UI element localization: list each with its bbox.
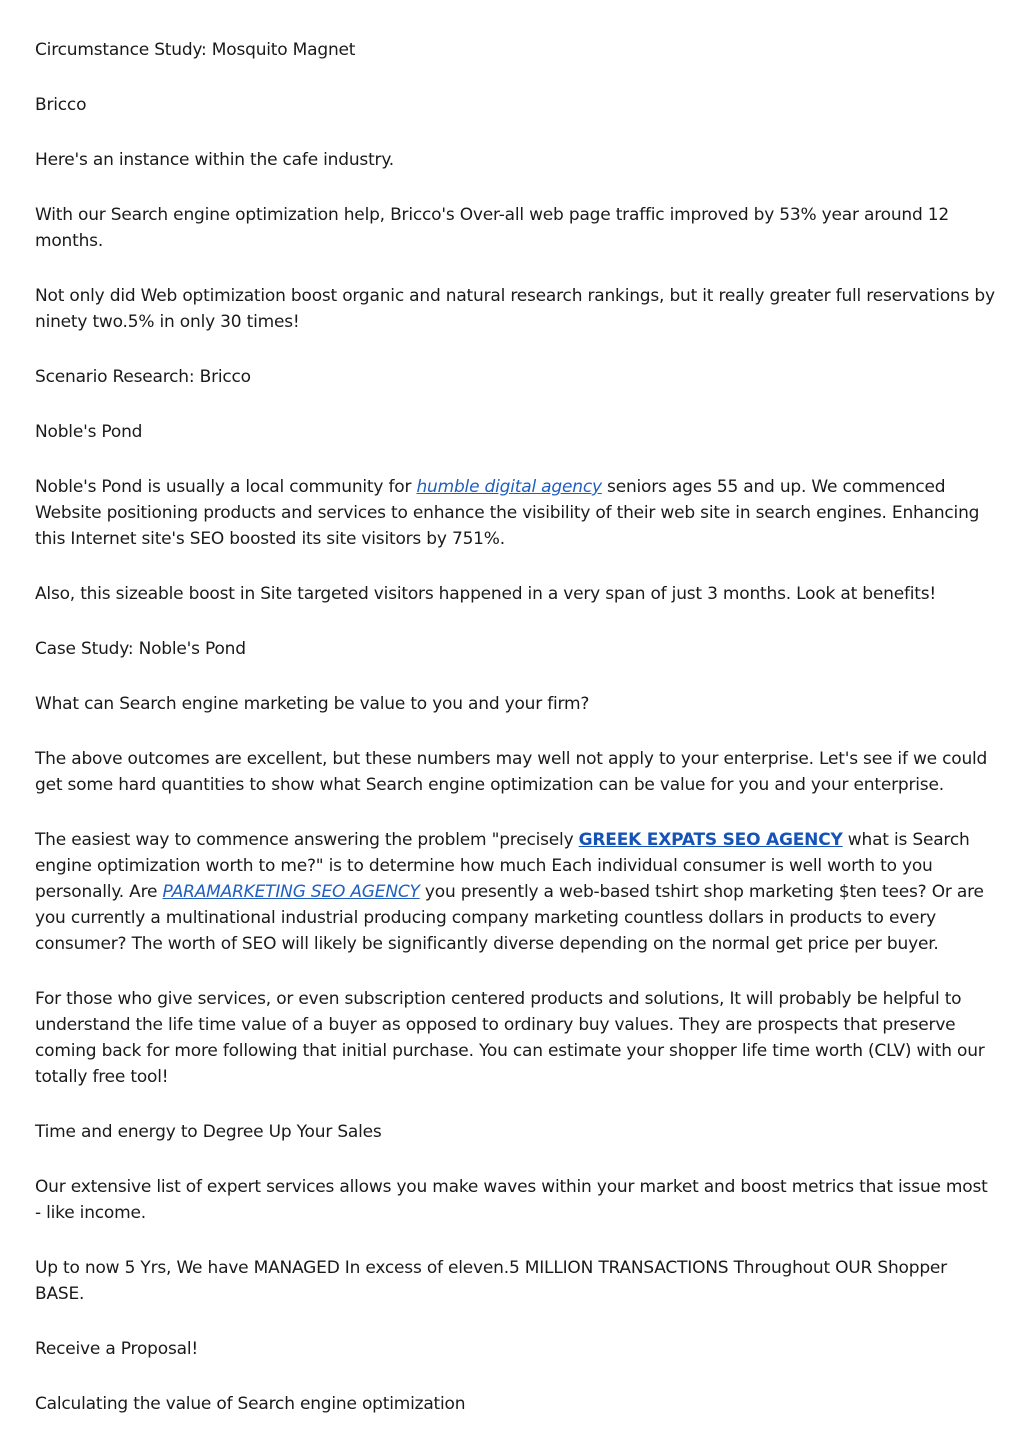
paragraph-17: Up to now 5 Yrs, We have MANAGED In excess of eleven.5 MILLION TRANSACTIONS Throughout OUR Shopper BASE. bbox=[35, 1258, 947, 1304]
paragraph-13-text-2: what is Search engine optimization worth to me?" is to determine how much Each individual consumer is well worth to you personally. Are bbox=[35, 830, 970, 902]
paragraph-10: Case Study: Noble's Pond bbox=[35, 639, 246, 659]
paragraph-13-text-3: you presently a web-based tshirt shop marketing $ten tees? Or are you currently a multinational industrial producing company marketing countless dollars in products to every consumer? The worth of SEO will likely be significantly diverse depending on the normal get price per buyer. bbox=[35, 882, 984, 954]
paragraph-15: Time and energy to Degree Up Your Sales bbox=[35, 1122, 382, 1142]
paragraph-13 bbox=[35, 827, 995, 957]
paramarketing-seo-agency-link[interactable]: PARAMARKETING SEO AGENCY bbox=[162, 882, 420, 902]
paragraph-11: What can Search engine marketing be value to you and your firm? bbox=[35, 694, 590, 714]
paragraph-3: Here's an instance within the cafe industry. bbox=[35, 150, 394, 170]
paragraph-8-text-before: Noble's Pond is usually a local community for bbox=[35, 477, 417, 497]
paragraph-1: Circumstance Study: Mosquito Magnet bbox=[35, 40, 356, 60]
paragraph-8 bbox=[35, 474, 995, 552]
paragraph-2: Bricco bbox=[35, 95, 87, 115]
humble-digital-agency-link[interactable]: humble digital agency bbox=[416, 477, 602, 497]
paragraph-8-text-after: seniors ages 55 and up. We commenced Website positioning products and services to enhance the visibility of their web site in search engines. Enhancing this Internet site's SEO boosted its site visitors by 751%. bbox=[35, 477, 980, 549]
paragraph-6: Scenario Research: Bricco bbox=[35, 367, 251, 387]
paragraph-18: Receive a Proposal! bbox=[35, 1339, 198, 1359]
paragraph-9: Also, this sizeable boost in Site targeted visitors happened in a very span of just 3 months. Look at benefits! bbox=[35, 584, 936, 604]
paragraph-5: Not only did Web optimization boost organic and natural research rankings, but it really greater full reservations by ninety two.5% in only 30 times! bbox=[35, 286, 995, 332]
paragraph-7: Noble's Pond bbox=[35, 422, 143, 442]
paragraph-13-text-1: The easiest way to commence answering the problem "precisely bbox=[35, 830, 579, 850]
paragraph-14: For those who give services, or even subscription centered products and solutions, It will probably be helpful to understand the life time value of a buyer as opposed to ordinary buy values. They are prospects that preserve coming back for more following that initial purchase. You can estimate your shopper life time worth (CLV) with our totally free tool! bbox=[35, 989, 985, 1087]
paragraph-16: Our extensive list of expert services allows you make waves within your market and boost metrics that issue most - like income. bbox=[35, 1177, 988, 1223]
paragraph-4: With our Search engine optimization help, Bricco's Over-all web page traffic improved by 53% year around 12 months. bbox=[35, 205, 950, 251]
paragraph-12: The above outcomes are excellent, but these numbers may well not apply to your enterprise. Let's see if we could get some hard quantities to show what Search engine optimization can be value for you and your enterprise. bbox=[35, 749, 988, 795]
paragraph-19: Calculating the value of Search engine optimization bbox=[35, 1394, 466, 1414]
document-page bbox=[35, 37, 995, 1446]
greek-expats-seo-agency-link[interactable]: GREEK EXPATS SEO AGENCY bbox=[578, 830, 843, 850]
